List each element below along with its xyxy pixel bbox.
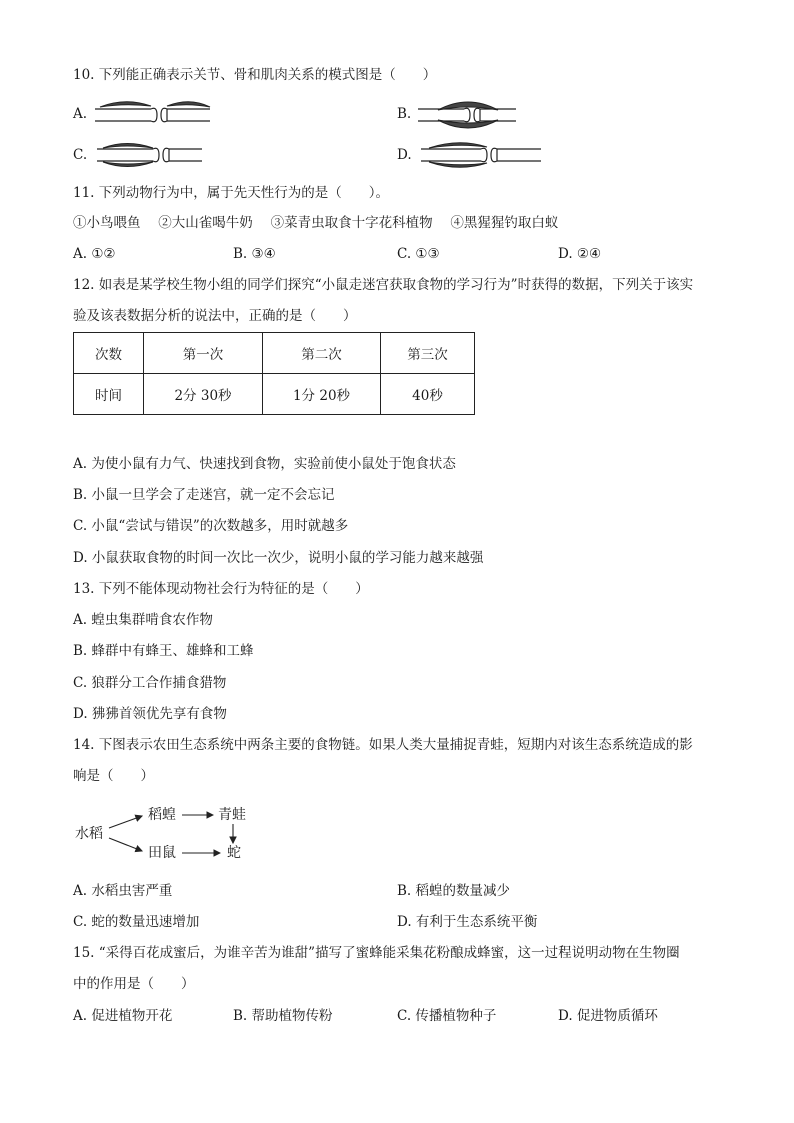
q13-option-a: A. 蝗虫集群啃食农作物	[73, 612, 213, 628]
q12-stem-line2: 验及该表数据分析的说法中，正确的是（ ）	[73, 308, 357, 324]
node-locust: 稻蝗	[148, 807, 176, 823]
q12-option-b: B. 小鼠一旦学会了走迷宫，就一定不会忘记	[73, 487, 335, 503]
q10-option-d-label: D.	[397, 147, 412, 163]
q10-option-c-label: C.	[73, 147, 88, 163]
q15-stem-line1: 15. “采得百花成蜜后，为谁辛苦为谁甜”描写了蜜蜂能采集花粉酿成蜂蜜，这一过程说明动物在生物圈	[73, 945, 680, 961]
q15-stem-line2: 中的作用是（ ）	[73, 976, 195, 992]
q15-option-c: C. 传播植物种子	[397, 1008, 497, 1024]
q15-option-b: B. 帮助植物传粉	[233, 1008, 333, 1024]
q13-option-d: D. 狒狒首领优先享有食物	[73, 706, 227, 722]
q11-items: ①小鸟喂鱼 ②大山雀喝牛奶 ③菜青虫取食十字花科植物 ④黑猩猩钓取白蚁	[73, 215, 559, 231]
q14-option-a: A. 水稻虫害严重	[73, 883, 173, 899]
q11-option-b: B. ③④	[233, 246, 276, 262]
arrow-rice-to-mouse	[109, 838, 142, 851]
q15-option-d: D. 促进物质循环	[558, 1008, 658, 1024]
q14-stem-line2: 响是（ ）	[73, 768, 154, 784]
node-field-mouse: 田鼠	[148, 845, 176, 861]
node-rice: 水稻	[75, 826, 103, 842]
node-snake: 蛇	[227, 845, 241, 861]
q12-option-a: A. 为使小鼠有力气、快速找到食物，实验前使小鼠处于饱食状态	[73, 456, 456, 472]
q11-stem: 11. 下列动物行为中，属于先天性行为的是（ ）。	[73, 185, 390, 201]
q11-option-c: C. ①③	[397, 246, 440, 262]
q14-option-c: C. 蛇的数量迅速增加	[73, 914, 200, 930]
q15-option-a: A. 促进植物开花	[73, 1008, 173, 1024]
q12-option-d: D. 小鼠获取食物的时间一次比一次少，说明小鼠的学习能力越来越强	[73, 550, 484, 566]
table-cell: 时间	[74, 374, 144, 415]
q14-option-d: D. 有利于生态系统平衡	[397, 914, 538, 930]
q13-option-b: B. 蜂群中有蜂王、雄蜂和工蜂	[73, 643, 254, 659]
q14-stem-line1: 14. 下图表示农田生态系统中两条主要的食物链。如果人类大量捕捉青蛙，短期内对该生态系统造成的影	[73, 737, 693, 753]
node-frog: 青蛙	[218, 807, 246, 823]
table-cell: 2分 30秒	[144, 374, 263, 415]
q12-option-c: C. 小鼠“尝试与错误”的次数越多，用时就越多	[73, 518, 349, 534]
q13-option-c: C. 狼群分工合作捕食猎物	[73, 675, 227, 691]
table-cell: 第三次	[381, 333, 475, 374]
q10-stem: 10. 下列能正确表示关节、骨和肌肉关系的模式图是（ ）	[73, 67, 437, 83]
q14-option-b: B. 稻蝗的数量减少	[397, 883, 511, 899]
q12-stem-line1: 12. 如表是某学校生物小组的同学们探究“小鼠走迷宫获取食物的学习行为”时获得的数据，下列关于该实	[73, 277, 694, 293]
arrow-rice-to-locust	[109, 816, 142, 828]
table-cell: 40秒	[381, 374, 475, 415]
q13-stem: 13. 下列不能体现动物社会行为特征的是（ ）	[73, 581, 369, 597]
q11-option-a: A. ①②	[73, 246, 116, 262]
table-cell: 第一次	[144, 333, 263, 374]
table-cell: 1分 20秒	[263, 374, 381, 415]
q10-option-a-label: A.	[73, 106, 88, 122]
q11-option-d: D. ②④	[558, 246, 602, 262]
table-cell: 次数	[74, 333, 144, 374]
q10-option-b-label: B.	[397, 106, 412, 122]
table-cell: 第二次	[263, 333, 381, 374]
